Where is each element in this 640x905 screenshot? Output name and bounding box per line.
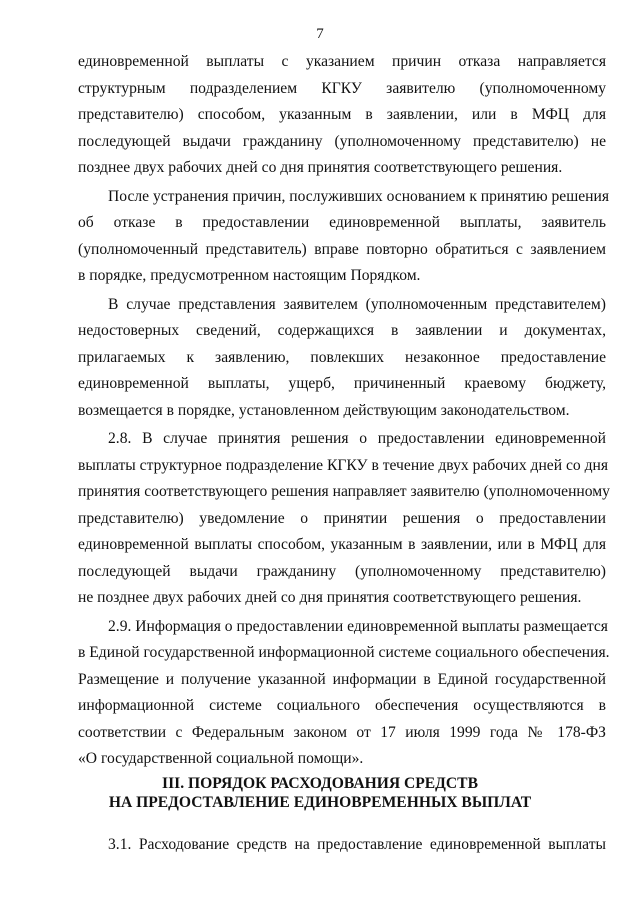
paragraph-refusal-notice <box>78 49 606 182</box>
text-line: прилагаемых к заявлению, повлекших незаконное предоставление <box>78 348 606 366</box>
section-heading <box>0 774 640 812</box>
section-heading-line: НА ПРЕДОСТАВЛЕНИЕ ЕДИНОВРЕМЕННЫХ ВЫПЛАТ <box>108 794 532 811</box>
text-line: последующей выдачи гражданину (уполномоченному представителю) не <box>78 132 606 150</box>
text-line: не позднее двух рабочих дней со дня принятия соответствующего решения. <box>78 589 582 606</box>
text-line: недостоверных сведений, содержащихся в заявлении и документах, <box>78 322 606 339</box>
text-line: структурным подразделением КГКУ заявителю (уполномоченному <box>78 79 606 97</box>
text-line: единовременной выплаты с указанием причин отказа направляется <box>78 53 606 70</box>
paragraph-2-8 <box>78 426 610 612</box>
paragraph-2-9 <box>78 614 610 773</box>
body-text <box>78 49 610 775</box>
page-number: 7 <box>316 26 324 42</box>
text-line: в Единой государственной информационной системе социального обеспечения. <box>78 644 610 661</box>
text-line: в порядке, предусмотренном настоящим Порядком. <box>78 267 421 284</box>
text-line: «О государственной социальной помощи». <box>78 750 364 767</box>
text-line: об отказе в предоставлении единовременной выплаты, заявитель <box>78 214 606 231</box>
text-line: последующей выдачи гражданину (уполномоченному представителю) <box>78 562 606 580</box>
paragraph-false-info <box>78 292 606 425</box>
paragraph-3-1 <box>78 832 606 859</box>
text-line: Размещение и получение указанной информации в Единой государственной <box>78 670 606 688</box>
text-line: В случае представления заявителем (уполномоченным представителем) <box>108 295 606 313</box>
text-line: 2.8. В случае принятия решения о предоставлении единовременной <box>108 430 606 447</box>
text-line: информационной системе социального обеспечения осуществляются в <box>78 697 606 714</box>
text-line: (уполномоченный представитель) вправе повторно обратиться с заявлением <box>78 240 606 258</box>
text-line: представителю) уведомление о принятии решения о предоставлении <box>78 509 606 527</box>
text-line: 2.9. Информация о предоставлении единовременной выплаты размещается <box>108 617 608 635</box>
text-line: единовременной выплаты, ущерб, причиненный краевому бюджету, <box>78 375 606 392</box>
text-line: принятия соответствующего решения направляет заявителю (уполномоченному <box>78 483 610 500</box>
text-line: соответствии с Федеральным законом от 17 июля 1999 года № 178-ФЗ <box>78 723 606 741</box>
text-line: позднее двух рабочих дней со дня принятия соответствующего решения. <box>78 159 563 176</box>
text-line: выплаты структурное подразделение КГКУ в течение двух рабочих дней со дня <box>78 456 609 474</box>
text-line: После устранения причин, послуживших основанием к принятию решения <box>108 187 610 205</box>
section-heading-line: III. ПОРЯДОК РАСХОДОВАНИЯ СРЕДСТВ <box>162 775 478 792</box>
text-line: единовременной выплаты способом, указанным в заявлении, или в МФЦ для <box>78 536 606 553</box>
text-line: представителю) способом, указанным в заявлении, или в МФЦ для <box>78 106 606 123</box>
paragraph-reapply <box>78 184 610 290</box>
text-line: возмещается в порядке, установленном действующим законодательством. <box>78 401 570 419</box>
text-line: 3.1. Расходование средств на предоставление единовременной выплаты <box>108 836 606 853</box>
